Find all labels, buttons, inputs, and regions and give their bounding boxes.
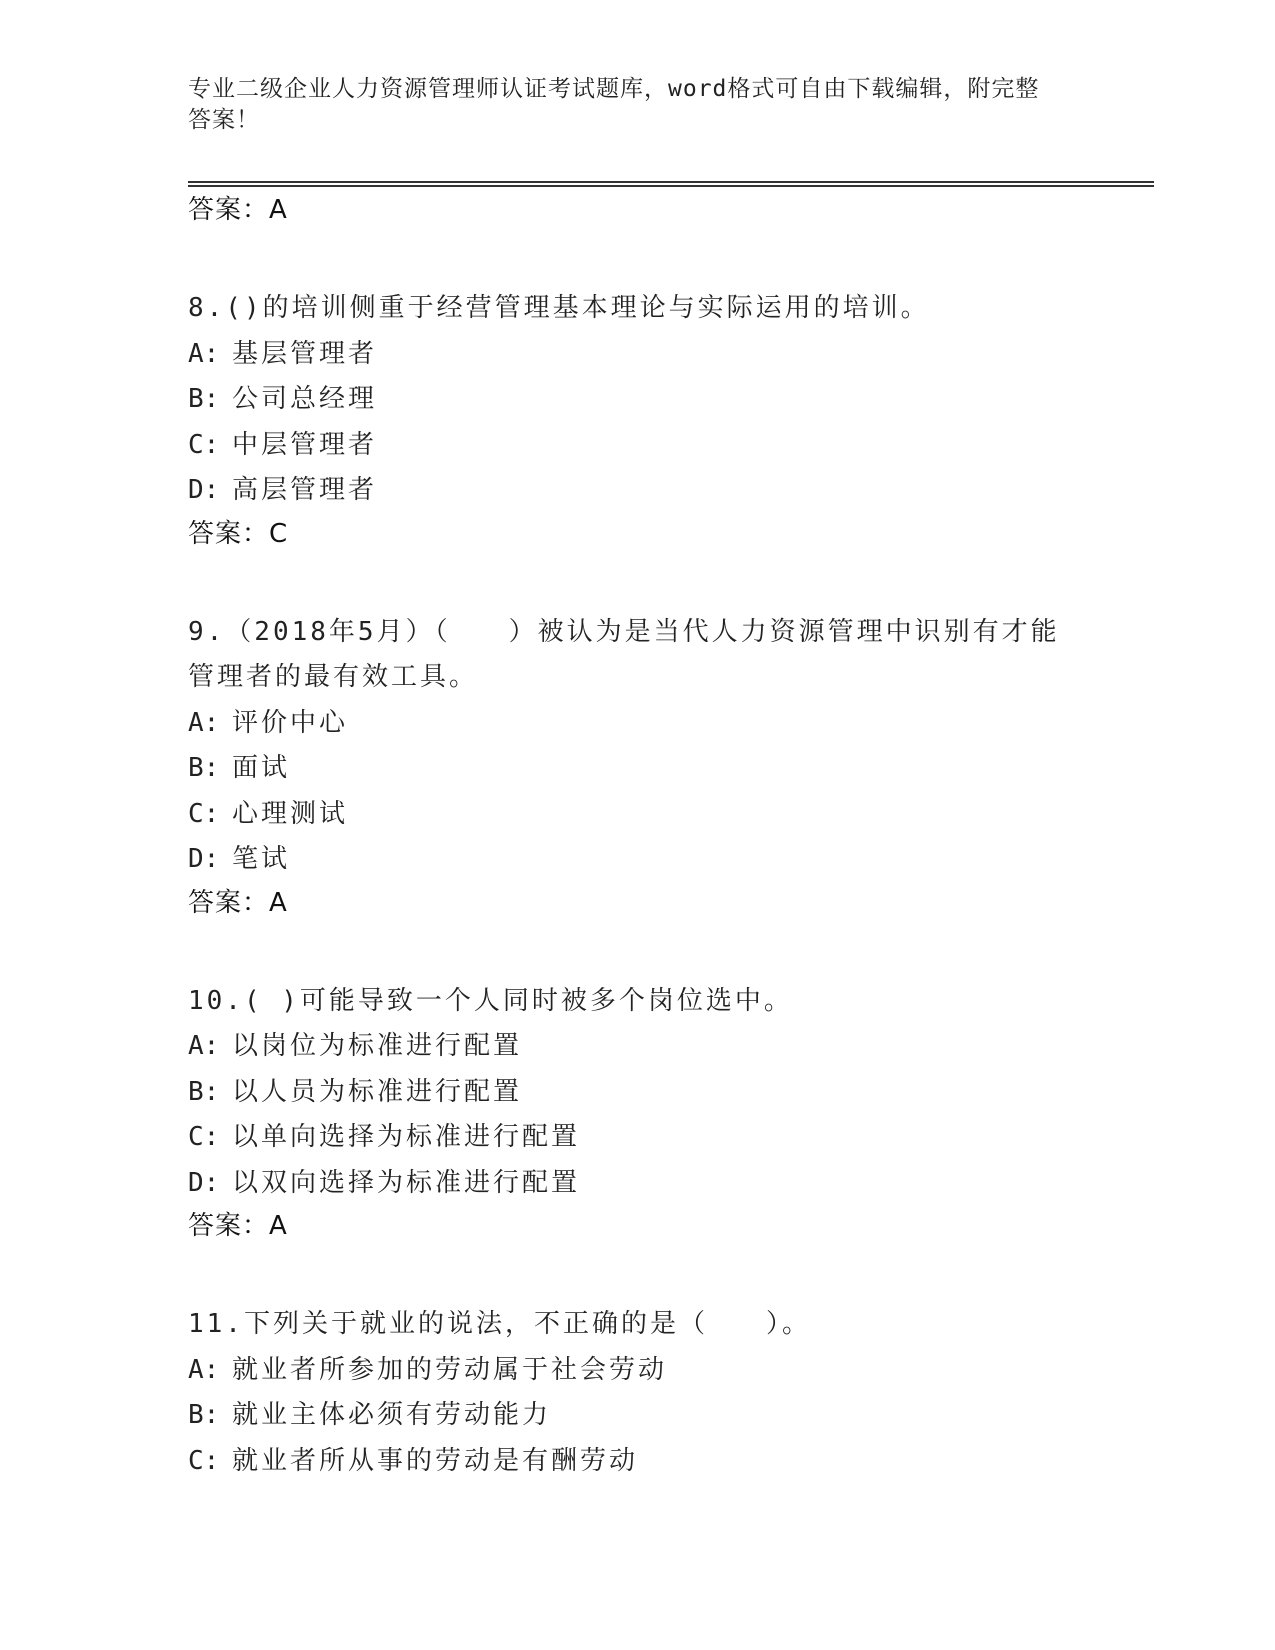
- question-list: [188, 190, 1088, 1484]
- option-item: [188, 1115, 1088, 1161]
- option-letter: A:: [188, 707, 220, 738]
- option-letter: C:: [188, 1445, 220, 1476]
- option-item: [188, 701, 1088, 747]
- answer-line: 答案：A: [188, 195, 288, 225]
- option-text: 笔试: [232, 844, 291, 874]
- option-item: [188, 332, 1088, 378]
- header-line-1: 专业二级企业人力资源管理师认证考试题库，word格式可自由下载编辑，附完整: [188, 76, 1040, 102]
- answer-line: 答案：A: [188, 1211, 288, 1241]
- question-text: 9.（2018年5月）（ ）被认为是当代人力资源管理中识别有才能管理者的最有效工具。: [188, 616, 1060, 692]
- option-letter: D:: [188, 1167, 220, 1198]
- option-item: [188, 468, 1088, 514]
- option-text: 就业者所参加的劳动属于社会劳动: [232, 1354, 668, 1385]
- option-letter: B:: [188, 384, 220, 414]
- option-text: 面试: [232, 753, 291, 783]
- option-item: [188, 377, 1088, 423]
- option-text: 心理测试: [232, 798, 349, 829]
- option-text: 以单向选择为标准进行配置: [232, 1122, 581, 1152]
- option-item: [188, 837, 1088, 883]
- option-text: 评价中心: [232, 707, 349, 738]
- option-item: [188, 1070, 1088, 1116]
- option-text: 就业主体必须有劳动能力: [232, 1400, 552, 1430]
- option-letter: C:: [188, 1122, 220, 1152]
- option-letter: D:: [188, 475, 220, 505]
- option-item: [188, 792, 1088, 838]
- option-text: 公司总经理: [232, 384, 378, 414]
- option-text: 高层管理者: [232, 475, 378, 505]
- question-text: 11.下列关于就业的说法，不正确的是（ ）。: [188, 1309, 811, 1339]
- option-letter: B:: [188, 1076, 220, 1107]
- header-divider-bottom: [188, 185, 1154, 187]
- option-text: 中层管理者: [232, 429, 378, 460]
- option-text: 以人员为标准进行配置: [232, 1076, 523, 1107]
- option-item: [188, 1024, 1088, 1070]
- question-text: 10.( )可能导致一个人同时被多个岗位选中。: [188, 985, 793, 1016]
- option-item: [188, 423, 1088, 469]
- header-line-2: 答案！: [188, 107, 260, 133]
- question-text: 8.()的培训侧重于经营管理基本理论与实际运用的培训。: [188, 293, 930, 323]
- option-letter: A:: [188, 1031, 220, 1061]
- option-item: [188, 1393, 1088, 1439]
- option-text: 以岗位为标准进行配置: [232, 1031, 523, 1061]
- option-item: [188, 1161, 1088, 1207]
- option-item: [188, 1348, 1088, 1394]
- option-letter: C:: [188, 798, 220, 829]
- answer-line: 答案：C: [188, 518, 289, 549]
- option-letter: B:: [188, 753, 220, 783]
- option-text: 以双向选择为标准进行配置: [232, 1167, 581, 1198]
- option-letter: D:: [188, 844, 220, 874]
- document-header: [188, 74, 1068, 136]
- option-letter: A:: [188, 338, 220, 369]
- option-text: 基层管理者: [232, 338, 378, 369]
- option-item: [188, 1439, 1088, 1485]
- header-divider-top: [188, 181, 1154, 183]
- answer-line: 答案：A: [188, 887, 288, 918]
- option-letter: B:: [188, 1400, 220, 1430]
- option-item: [188, 746, 1088, 792]
- option-letter: C:: [188, 429, 220, 460]
- option-text: 就业者所从事的劳动是有酬劳动: [232, 1445, 639, 1476]
- option-letter: A:: [188, 1354, 220, 1385]
